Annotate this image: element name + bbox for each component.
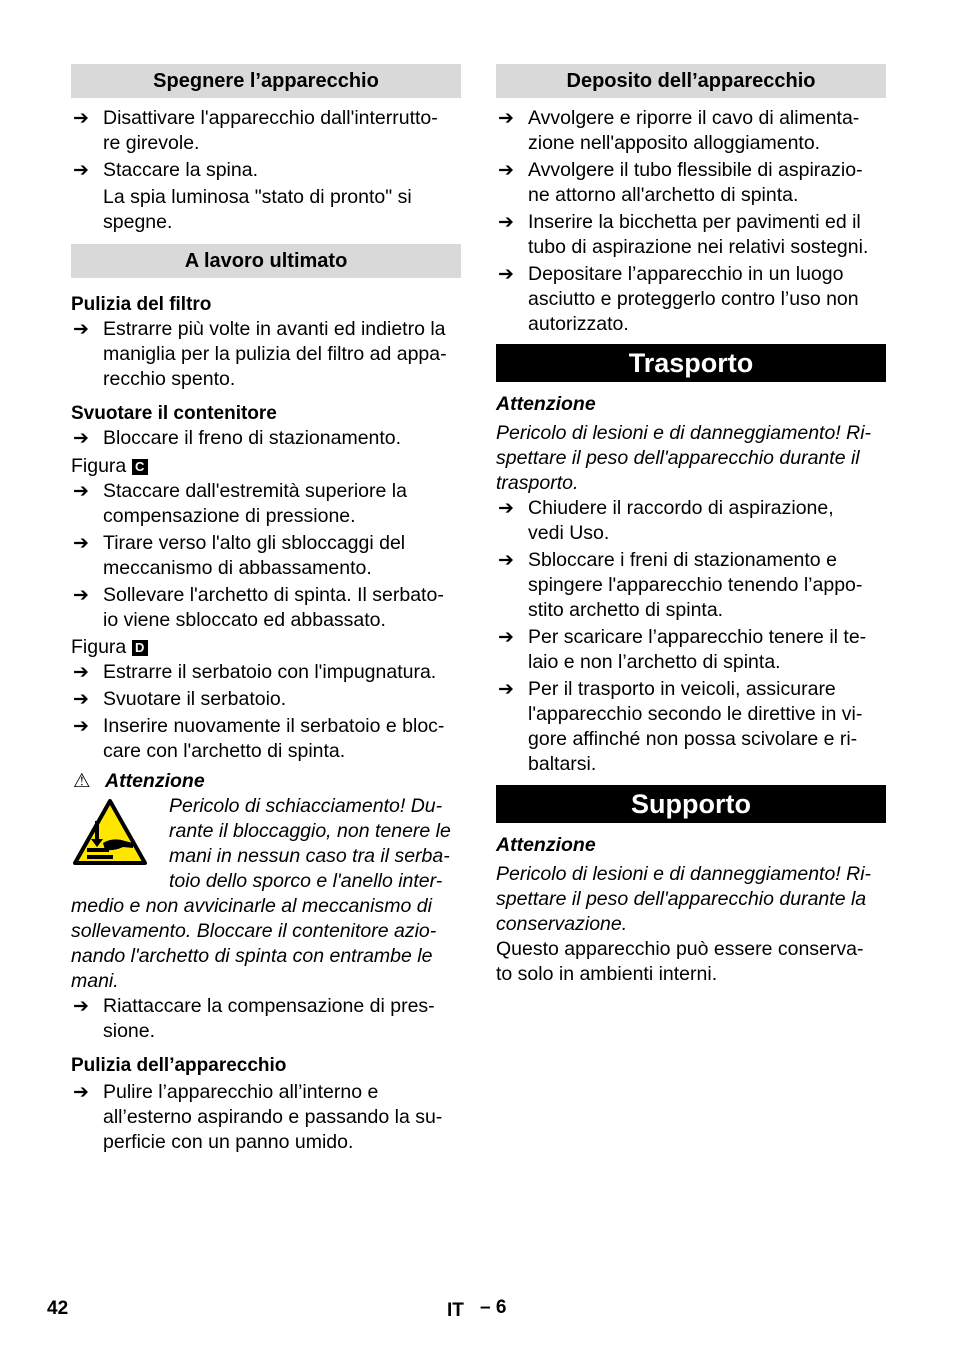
list-item: ➔ Staccare dall'estremità superiore la compensazione di pressione. [73, 480, 407, 527]
arrow-icon: ➔ [498, 264, 514, 285]
figure-reference: Figura D [71, 635, 461, 660]
page-number: 42 [47, 1298, 69, 1319]
subsection-title: Svuotare il contenitore [71, 403, 277, 424]
list-item: ➔ Sbloccare i freni di stazionamento e spingere l'apparecchio tenendo l’appo- stito archetto di spinta. [498, 549, 863, 621]
warning-heading: Attenzione [496, 393, 596, 415]
sub-page-number: – 6 [480, 1297, 507, 1318]
list-item: ➔ Depositare l’apparecchio in un luogo asciutto e proteggerlo contro l’uso non autorizzato. [498, 263, 859, 335]
arrow-icon: ➔ [73, 662, 89, 683]
warning-triangle-icon: ⚠ [73, 770, 91, 792]
warning-text: Pericolo di schiacciamento! Du- rante il bloccaggio, non tenere le mani in nessun caso tra il serba- toio dello sporco e l'anello inter- [169, 795, 451, 892]
list-item: ➔ Per scaricare l’apparecchio tenere il te- laio e non l’archetto di spinta. [498, 626, 867, 673]
list-item: ➔ Pulire l’apparecchio all’interno e all’esterno aspirando e passando la su- perficie con un panno umido. [73, 1081, 443, 1153]
arrow-icon: ➔ [498, 108, 514, 129]
language-code: IT [447, 1300, 464, 1321]
list-item: ➔ Avvolgere il tubo flessibile di aspirazio- ne attorno all'archetto di spinta. [498, 159, 863, 206]
section-title-supporto: Supporto [496, 785, 886, 823]
note-text: La spia luminosa "stato di pronto" si spegne. [103, 186, 412, 233]
list-item: ➔ Riattaccare la compensazione di pres- sione. [73, 995, 435, 1042]
arrow-icon: ➔ [73, 996, 89, 1017]
figure-letter-d: D [132, 640, 148, 656]
list-item: ➔ Disattivare l'apparecchio dall'interrutto- re girevole. [73, 107, 438, 154]
subsection-title: Pulizia del filtro [71, 294, 212, 315]
arrow-icon: ➔ [73, 160, 89, 181]
section-title-deposito: Deposito dell’apparecchio [496, 64, 886, 98]
list-item: ➔ Bloccare il freno di stazionamento. [73, 427, 402, 449]
warning-block [71, 769, 461, 994]
right-column [496, 64, 886, 987]
list-item: ➔ Chiudere il raccordo di aspirazione, vedi Uso. [498, 497, 834, 544]
list-item: ➔ Staccare la spina. [73, 159, 259, 181]
list-item: ➔ Estrarre più volte in avanti ed indietro la maniglia per la pulizia del filtro ad appa- recchio spento. [73, 318, 447, 390]
arrow-icon: ➔ [498, 160, 514, 181]
arrow-icon: ➔ [73, 533, 89, 554]
subsection-title: Pulizia dell’apparecchio [71, 1055, 287, 1076]
list-item: ➔ Svuotare il serbatoio. [73, 688, 287, 710]
warning-text: Pericolo di lesioni e di danneggiamento! Ri- spettare il peso dell'apparecchio durante il trasporto. [496, 422, 872, 494]
arrow-icon: ➔ [73, 689, 89, 710]
arrow-icon: ➔ [73, 108, 89, 129]
arrow-icon: ➔ [73, 716, 89, 737]
arrow-icon: ➔ [73, 481, 89, 502]
arrow-icon: ➔ [498, 627, 514, 648]
list-item: ➔ Avvolgere e riporre il cavo di alimenta- zione nell'apposito alloggiamento. [498, 107, 860, 154]
warning-text-continued: medio e non avvicinarle al meccanismo di sollevamento. Bloccare il contenitore azio- nando l'archetto di spinta con entrambe le mani. [71, 895, 437, 992]
figure-reference: Figura C [71, 454, 461, 479]
arrow-icon: ➔ [498, 550, 514, 571]
arrow-icon: ➔ [73, 585, 89, 606]
list-item: ➔ Inserire la bicchetta per pavimenti ed il tubo di aspirazione nei relativi sostegni. [498, 211, 869, 258]
list-item: ➔ Estrarre il serbatoio con l'impugnatura. [73, 661, 437, 683]
arrow-icon: ➔ [73, 428, 89, 449]
list-item: ➔ Tirare verso l'alto gli sbloccaggi del meccanismo di abbassamento. [73, 532, 406, 579]
arrow-icon: ➔ [498, 212, 514, 233]
arrow-icon: ➔ [498, 498, 514, 519]
arrow-icon: ➔ [73, 319, 89, 340]
figure-letter-c: C [132, 459, 148, 475]
warning-text: Pericolo di lesioni e di danneggiamento! Ri- spettare il peso dell'apparecchio durante la conservazione. [496, 863, 872, 935]
list-item: ➔ Sollevare l'archetto di spinta. Il serbato- io viene sbloccato ed abbassato. [73, 584, 444, 631]
body-text: Questo apparecchio può essere conserva- to solo in ambienti interni. [496, 938, 864, 985]
list-item: ➔ Per il trasporto in veicoli, assicurare l'apparecchio secondo le direttive in vi- gore affinché non possa scivolare e ri- baltarsi. [498, 678, 863, 775]
crush-hazard-icon [73, 799, 147, 865]
arrow-icon: ➔ [498, 679, 514, 700]
section-title-trasporto: Trasporto [496, 344, 886, 382]
section-title-lavoro: A lavoro ultimato [71, 244, 461, 278]
list-item: ➔ Inserire nuovamente il serbatoio e bloc- care con l'archetto di spinta. [73, 715, 445, 762]
arrow-icon: ➔ [73, 1082, 89, 1103]
warning-heading: ⚠ Attenzione [73, 770, 205, 792]
warning-heading: Attenzione [496, 834, 596, 856]
section-title-spegnere: Spegnere l’apparecchio [71, 64, 461, 98]
left-column [71, 64, 461, 1155]
